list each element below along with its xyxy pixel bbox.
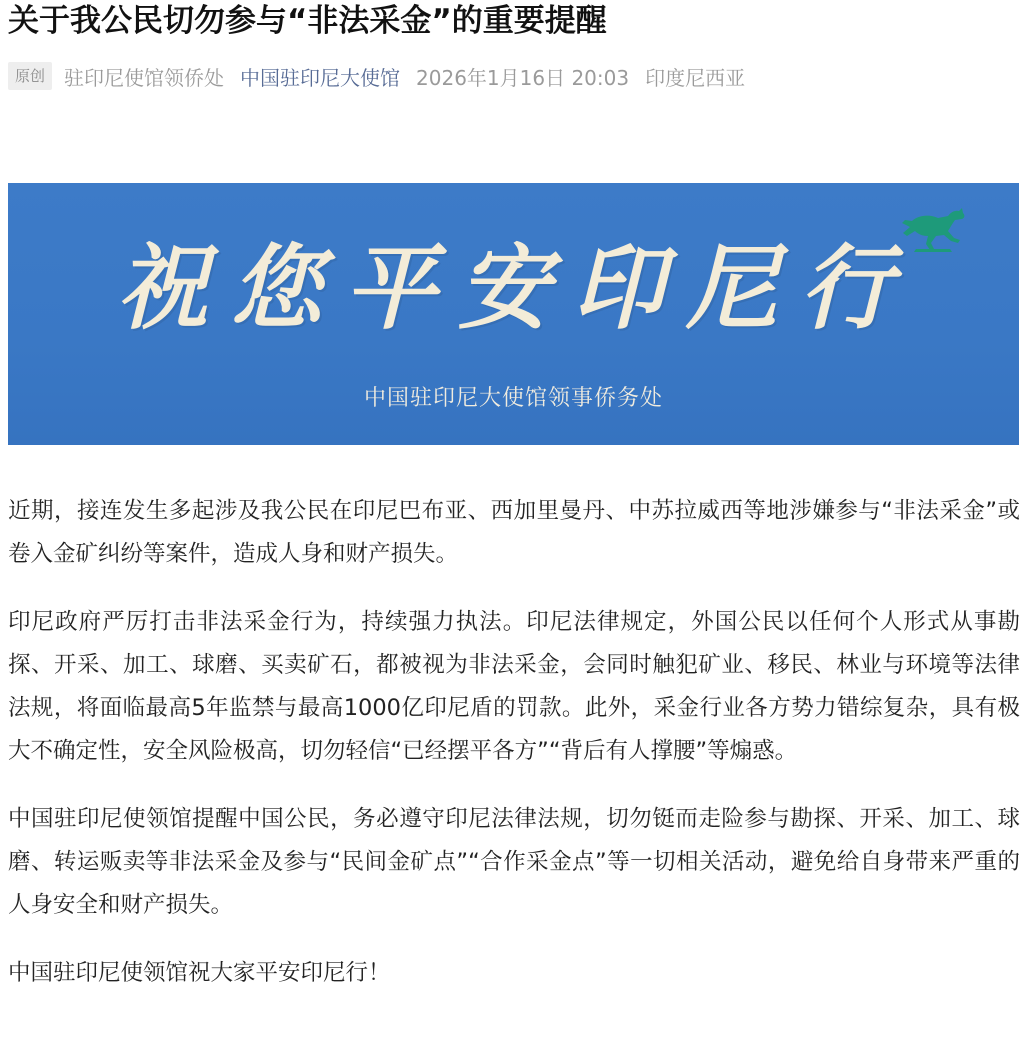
paragraph: 中国驻印尼使领馆祝大家平安印尼行！ — [8, 960, 391, 986]
article — [8, 0, 1020, 986]
article-title: 关于我公民切勿参与“非法采金”的重要提醒 — [8, 3, 607, 39]
paragraph: 印尼政府严厉打击非法采金行为，持续强力执法。印尼法律规定，外国公民以任何个人形式从事勘探、开采、加工、球磨、买卖矿石，都被视为非法采金，会同时触犯矿业、移民、林业与环境等法律法规，将面临最高5年监禁与最高1000亿印尼盾的罚款。此外，采金行业各方势力错综复杂，具有极大不确定性，安全风险极高，切勿轻信“已经摆平各方”“背后有人撑腰”等煽惑。 — [8, 609, 1020, 764]
author-name: 驻印尼使馆领侨处 — [64, 65, 225, 90]
publish-date: 2026年1月16日 20:03 — [416, 65, 630, 90]
article-meta — [8, 61, 1020, 91]
original-badge: 原创 — [8, 62, 52, 90]
banner-slogan: 祝您平安印尼行 — [115, 234, 914, 342]
paragraph: 近期，接连发生多起涉及我公民在印尼巴布亚、西加里曼丹、中苏拉威西等地涉嫌参与“非法采金”或卷入金矿纠纷等案件，造成人身和财产损失。 — [8, 498, 1020, 567]
paragraph: 中国驻印尼使领馆提醒中国公民，务必遵守印尼法律法规，切勿铤而走险参与勘探、开采、加工、球磨、转运贩卖等非法采金及参与“民间金矿点”“合作采金点”等一切相关活动，避免给自身带来严重的人身安全和财产损失。 — [8, 806, 1020, 918]
account-link[interactable]: 中国驻印尼大使馆 — [240, 65, 401, 90]
publish-location: 印度尼西亚 — [645, 65, 746, 90]
article-body — [8, 490, 1020, 1020]
banner-subtitle: 中国驻印尼大使馆领事侨务处 — [363, 386, 663, 411]
banner-image — [8, 183, 1019, 445]
